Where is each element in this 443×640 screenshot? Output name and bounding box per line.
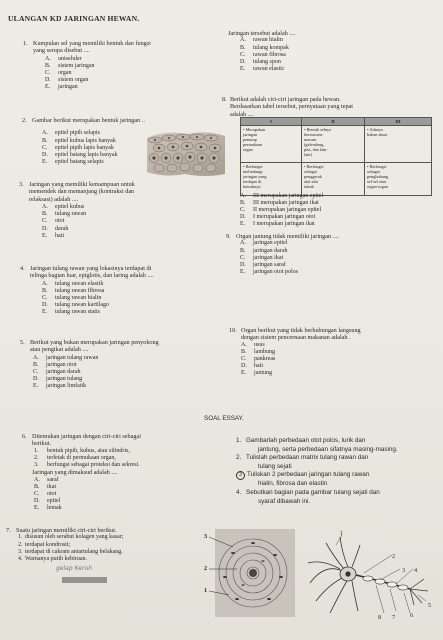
option: B. III merupakan jaringan ikat bbox=[240, 200, 319, 207]
option: C. otot bbox=[42, 218, 65, 225]
option: C. rawan fibrosa bbox=[240, 51, 286, 58]
essay-heading: SOAL ESSAY. bbox=[204, 415, 244, 422]
question-2: 2. Gambar berikut merupakan bentuk jaringan .. A. epitel pipih selapis B. epitel kubus lapis banyak C. epitel pipih lapis banyak D. epitel batang lapis banyak E. epitel batang selapis bbox=[22, 117, 145, 165]
epithelium-tissue-image bbox=[145, 128, 227, 180]
option: E. hati bbox=[42, 232, 64, 239]
question-7: 7. Suatu jaringan memiliki ciri-ciri berikut. 1. disusun oleh serabut kolagen yang kasar; 2. terdapat kondrosit; 3. terdapat di cakram antartulang belakang. 4. Warnanya putih kebiruan. gelap Keruh bbox=[6, 527, 124, 572]
option: D. darah bbox=[42, 225, 69, 232]
option: A. III merupakan jaringan epitel bbox=[240, 193, 324, 199]
option: A. usus bbox=[241, 341, 265, 348]
option: E. jaringan otot polos bbox=[240, 268, 298, 275]
question-9: 9. Organ jantung tidak memiliki jaringan .... A. jaringan epitel B. jaringan darah C. jaringan ikat D. jaringan saraf E. jaringan otot polos bbox=[226, 233, 339, 275]
option: D. epitel batang lapis banyak bbox=[42, 151, 118, 158]
neuron-label-6: 6 bbox=[410, 612, 414, 619]
bone-label-3: 3 bbox=[204, 533, 208, 540]
essay-questions: 1. Gambarlah perbedaan otot polos, lurik dan jantung, serta perbedaan sifatnya masing-masing. 2. Tulislah perbedaan matrix tulang rawan dan tulang sejati 3 Tuliskan 2 perbedaan jaringan tulang rawan hialin, fibrosa dan elastin 4. Sebutkan bagian pada gambar tulang sejati dan syaraf dibawah ini. bbox=[236, 437, 398, 505]
table-header: I bbox=[241, 118, 302, 126]
neuron-label-8: 8 bbox=[378, 614, 382, 621]
option: D. sistem organ bbox=[45, 77, 89, 84]
list-item: 1. bentuk pipih, kubus, atau silindris, bbox=[34, 447, 130, 454]
list-item: 2. terdapat kondrosit; bbox=[18, 541, 71, 548]
table-row: • Berfungsi melindungi jaringan yang terdapat di bawahnya • Berfungsi sebagai penggerak alat-alat tubuh • Berfungsi sebagai penghubung sel-sel atau organ-organ bbox=[241, 163, 432, 196]
option: B. jaringan otot bbox=[33, 361, 77, 368]
option: D. I merupakan jaringan otot bbox=[240, 214, 316, 221]
neuron-label-5: 5 bbox=[428, 602, 432, 609]
handwritten-note: gelap Keruh bbox=[56, 564, 93, 572]
option: B. lambung bbox=[241, 348, 275, 355]
option: A. rawan hialin bbox=[240, 37, 283, 44]
list-item: 1. disusun oleh serabut kolagen yang kasar; bbox=[18, 534, 124, 541]
option: C. organ bbox=[45, 70, 72, 76]
question-7-continued: Jaringan tersebut adalah .... A. rawan hialin B. tulang kompak C. rawan fibrosa D. tulang spon E. rawan elastic bbox=[228, 30, 296, 72]
option: C. jaringan darah bbox=[33, 369, 81, 375]
list-item: 3. terdapat di cakram antartulang belakang. bbox=[18, 548, 123, 555]
q2-options bbox=[42, 130, 145, 165]
strike-mark bbox=[62, 577, 107, 583]
q8-options bbox=[240, 193, 323, 228]
question-5: 5. Berikut yang bukan merupakan jaringan penyokong atau pengikat adalah .... A. jaringan tulang rawan B. jaringan otot C. jaringan darah D. jaringan tulang E. jaringan limfatik bbox=[20, 339, 159, 390]
option: A. saraf bbox=[34, 476, 59, 483]
option: C. epitel pipih lapis banyak bbox=[42, 144, 114, 151]
option: D. jaringan tulang bbox=[33, 376, 83, 383]
essay-item: 3 Tuliskan 2 perbedaan jaringan tulang rawan bbox=[236, 471, 398, 480]
q5-options bbox=[33, 355, 159, 390]
question-4: 4. Jaringan tulang rawan yang lokasinya terdapat di telinga bagian luar, epiglotis, dan laring adalah .... A. tulang rawan elastik B. tulang rawan fibrosa C. tulang rawan hialin D. tulang rawan kartilago E. tulang rawan statis bbox=[20, 265, 154, 316]
essay-item: 4. Sebutkan bagian pada gambar tulang sejati dan bbox=[236, 488, 380, 496]
option: E. I merupakan jaringan ikat bbox=[240, 221, 315, 228]
option: A. uniseluler bbox=[45, 55, 82, 62]
option: D. hati bbox=[241, 363, 263, 370]
option: D. tulang spon bbox=[240, 58, 281, 65]
table-header: II bbox=[302, 118, 365, 126]
neuron-label-3: 3 bbox=[402, 567, 406, 574]
option: B. tulang kompak bbox=[240, 44, 289, 51]
option: A. jaringan tulang rawan bbox=[33, 354, 99, 361]
option: D. tulang rawan kartilago bbox=[42, 302, 109, 309]
option: C. jaringan ikat bbox=[240, 254, 284, 261]
neuron-label-7: 7 bbox=[392, 614, 396, 621]
option: B. sistem jaringan bbox=[45, 62, 95, 69]
option: E. jaringan limfatik bbox=[33, 383, 87, 390]
option: C. tulang rawan hialin bbox=[42, 295, 102, 301]
option: E. tulang rawan statis bbox=[42, 309, 100, 316]
bone-tissue-figure bbox=[203, 525, 298, 620]
list-item: 4. Warnanya putih kebiruan. bbox=[18, 555, 87, 562]
neuron-label-1: 1 bbox=[340, 530, 344, 537]
q4-options bbox=[42, 281, 154, 316]
option: E. epitel batang selapis bbox=[42, 158, 104, 165]
bone-label-2: 2 bbox=[204, 565, 208, 572]
option: D. jaringan saraf bbox=[240, 261, 286, 268]
option: B. jaringan darah bbox=[240, 247, 288, 254]
q7-options bbox=[240, 37, 296, 72]
option: A. epitel kubus bbox=[42, 204, 85, 211]
question-10: 10. Organ berikut yang tidak berhubungan langsung dengan sistem pencernaan makanan adalah . A. usus B. lambung C. pankreas D. hati E. jantung bbox=[229, 327, 361, 377]
option: C. pankreas bbox=[241, 356, 276, 362]
option: B. ikat bbox=[34, 483, 56, 490]
option: A. jaringan epitel bbox=[240, 240, 288, 247]
list-item: 2. terletak di permukaan organ, bbox=[34, 454, 116, 461]
option: E. jaringan bbox=[45, 84, 78, 91]
option: C. otot bbox=[34, 490, 57, 497]
neuron-figure bbox=[300, 523, 440, 623]
question-6: 6. Ditemukan jaringan dengan ciri-ciri sebagai berikut. 1. bentuk pipih, kubus, atau silindris, 2. terletak di permukaan organ, 3. berfungsi sebagai proteksi dan sekresi. Jaringan yang dimaksud adalah .... A. saraf B. ikat C. otot D. epitel E. lemak bbox=[22, 433, 141, 511]
option: B. tulang rawan bbox=[42, 211, 87, 218]
option: D. epitel bbox=[34, 497, 61, 504]
option: E. lemak bbox=[34, 504, 62, 511]
table-row: • Merupakan jaringan penutup permukaan organ • Bentuk selnya bermacam- macam (gelendong, pita, dan lain- lain) • Adanya bahan dasar bbox=[241, 126, 432, 163]
option: B. tulang rawan fibrosa bbox=[42, 287, 105, 294]
option: E. jantung bbox=[241, 370, 272, 377]
question-3: 3. Jaringan yang memiliki kemampuan untuk memendek dan memanjang (kontraksi dan relaksasi) adalah .... A. epitel kubus B. tulang rawan C. otot D. darah E. hati bbox=[19, 181, 135, 239]
option: C. II merupakan jaringan epitel bbox=[240, 207, 322, 214]
question-1: 1. Kumpulan sel yang memiliki bentuk dan fungsi yang serupa disebut .... A. uniseluler B. sistem jaringan C. organ D. sistem organ E. jaringan bbox=[23, 40, 151, 91]
table-header: III bbox=[365, 118, 432, 126]
list-item: 3. berfungsi sebagai proteksi dan sekresi. bbox=[34, 462, 140, 468]
q9-options bbox=[240, 240, 339, 275]
question-8: 8. Berikut adalah ciri-ciri jaringan pada hewan. Berdasarkan tabel tersebut, pernyataan yang tepat adalah .... bbox=[222, 96, 354, 118]
characteristics-table bbox=[240, 117, 432, 196]
q6-options bbox=[34, 477, 141, 512]
neuron-label-2: 2 bbox=[392, 553, 396, 560]
q10-options bbox=[241, 342, 361, 377]
option: B. epitel kubus lapis banyak bbox=[42, 137, 116, 144]
option: A. tulang rawan elastik bbox=[42, 280, 104, 287]
option: A. epitel pipih selapis bbox=[42, 130, 100, 137]
essay-item: 2. Tulislah perbedaan matrix tulang rawan dan bbox=[236, 454, 369, 462]
q1-options bbox=[45, 56, 151, 91]
exam-title: ULANGAN KD JARINGAN HEWAN. bbox=[8, 14, 140, 23]
neuron-label-4: 4 bbox=[414, 567, 418, 574]
option: E. rawan elastic bbox=[240, 65, 285, 72]
essay-item: 1. Gambarlah perbedaan otot polos, lurik dan bbox=[236, 437, 366, 444]
q3-options bbox=[42, 204, 135, 239]
bone-label-1: 1 bbox=[204, 587, 208, 594]
